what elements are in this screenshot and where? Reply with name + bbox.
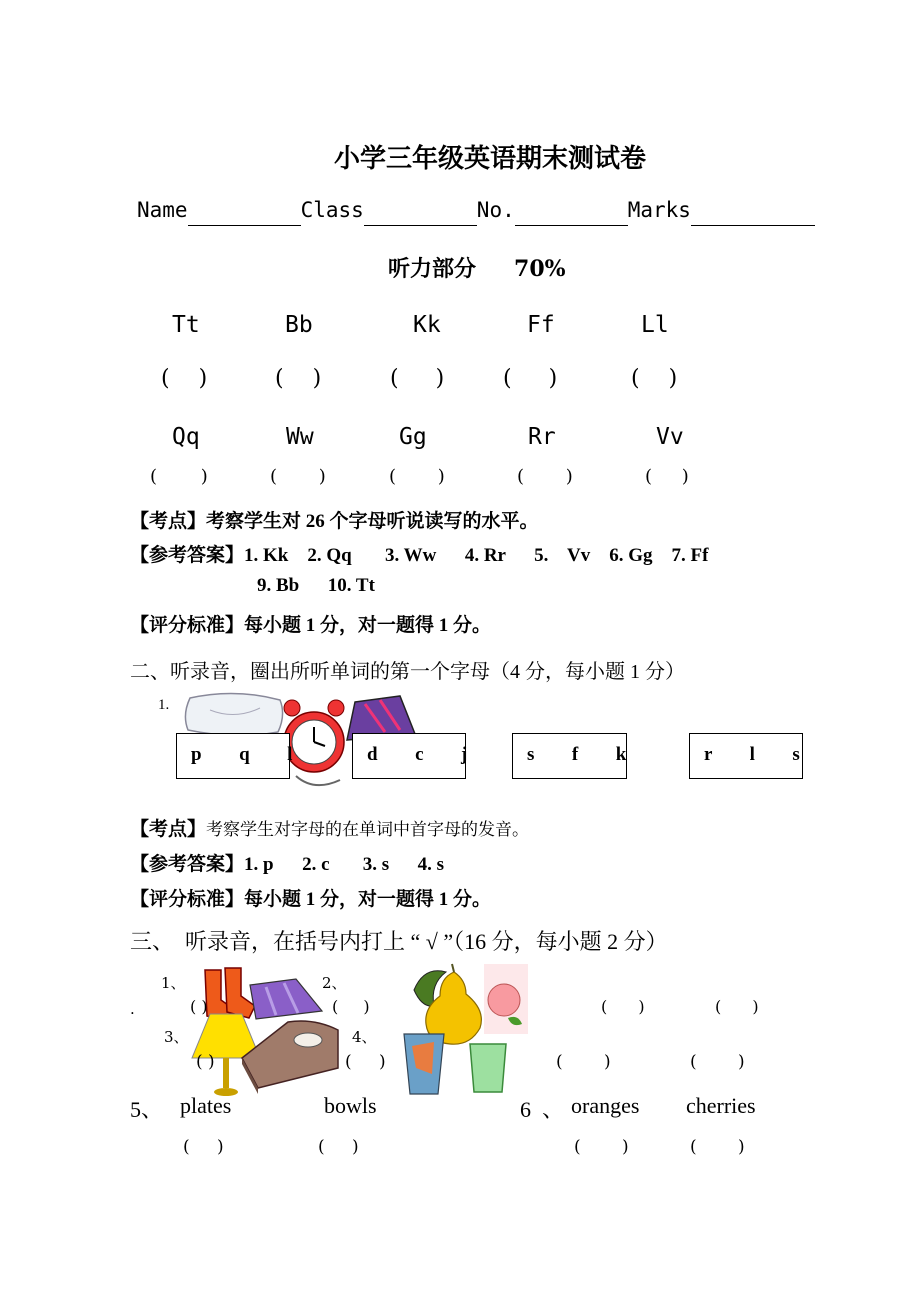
letter-item: Ff bbox=[527, 312, 555, 338]
section-title: 听力部分 bbox=[388, 256, 477, 282]
answer-paren: ( ) bbox=[196, 1052, 215, 1072]
name-blank bbox=[188, 205, 301, 226]
answer-paren: ( ) bbox=[574, 1137, 629, 1157]
score-line: 【评分标准】每小题 1 分，对一题得 1 分。 bbox=[130, 615, 492, 636]
answer-paren: ( ) bbox=[275, 366, 322, 391]
word-option: plates bbox=[180, 1093, 232, 1118]
letter-choice-box[interactable]: p q l bbox=[176, 733, 290, 779]
question-number: 6 、 bbox=[520, 1097, 565, 1122]
cup-icon bbox=[398, 1028, 454, 1098]
question-number: 2、 bbox=[322, 974, 347, 992]
question-number: 3、 bbox=[164, 1028, 189, 1046]
letter-item: Rr bbox=[528, 424, 556, 450]
letter-item: Qq bbox=[172, 424, 200, 450]
answer-paren: ( ) bbox=[631, 366, 678, 391]
letter-item: Vv bbox=[656, 424, 684, 450]
answer-paren: ( ) bbox=[318, 1137, 359, 1157]
peach-icon bbox=[484, 964, 528, 1034]
answer-paren: ( ) bbox=[390, 366, 445, 391]
kaodian-line: 【考点】考察学生对 26 个字母听说读写的水平。 bbox=[130, 511, 539, 532]
letter-choice-box[interactable]: d c j bbox=[352, 733, 466, 779]
question-number: 4、 bbox=[352, 1028, 377, 1046]
word-option: bowls bbox=[324, 1093, 377, 1118]
letter-item: Ww bbox=[286, 424, 314, 450]
answer-line: 【参考答案】1. Kk 2. Qq 3. Ww 4. Rr 5. Vv 6. Gg 7. Ff bbox=[130, 545, 709, 566]
kaodian-line: 【考点】考察学生对字母的在单词中首字母的发音。 bbox=[130, 819, 530, 840]
class-blank bbox=[364, 205, 477, 226]
answer-paren: ( ) bbox=[601, 997, 645, 1016]
word-option: cherries bbox=[686, 1093, 756, 1118]
answer-paren: ( ) bbox=[161, 366, 208, 391]
part2-heading: 二、听录音，圈出所听单词的第一个字母（4 分，每小题 1 分） bbox=[130, 661, 685, 683]
name-label: Name bbox=[137, 198, 188, 222]
letter-item: Ll bbox=[641, 312, 669, 338]
part3-heading: 三、 听录音，在括号内打上 “ √ ”（16 分，每小题 2 分） bbox=[130, 929, 668, 954]
class-label: Class bbox=[300, 198, 364, 222]
score-line: 【评分标准】每小题 1 分，对一题得 1 分。 bbox=[130, 889, 492, 910]
answer-line-2: 9. Bb 10. Tt bbox=[257, 575, 375, 596]
no-blank bbox=[515, 205, 628, 226]
glass-icon bbox=[466, 1040, 512, 1096]
answer-paren: ( ) bbox=[389, 466, 445, 487]
bed-icon bbox=[238, 1018, 346, 1096]
section-percent: 70% bbox=[514, 256, 566, 282]
answer-paren: ( ) bbox=[503, 366, 558, 391]
answer-paren: ( ) bbox=[556, 1052, 611, 1072]
answer-paren: ( ) bbox=[345, 1052, 386, 1072]
answer-paren: ( ) bbox=[517, 466, 573, 487]
word-option: oranges bbox=[571, 1093, 640, 1118]
answer-paren: ( ) bbox=[150, 466, 208, 487]
answer-line: 【参考答案】1. p 2. c 3. s 4. s bbox=[130, 854, 445, 875]
letter-item: Tt bbox=[172, 312, 200, 338]
question-number: 1、 bbox=[161, 974, 186, 992]
answer-paren: ( ) bbox=[183, 1137, 224, 1157]
answer-paren: ( ) bbox=[690, 1137, 745, 1157]
dot-mark: . bbox=[130, 1000, 135, 1018]
question-number: 5、 bbox=[130, 1097, 164, 1122]
answer-paren: ( ) bbox=[190, 997, 208, 1016]
answer-paren: ( ) bbox=[715, 997, 759, 1016]
letter-item: Gg bbox=[399, 424, 427, 450]
student-info-line bbox=[137, 198, 815, 222]
letter-item: Kk bbox=[413, 312, 441, 338]
letter-choice-box[interactable]: r l s bbox=[689, 733, 803, 779]
marks-label: Marks bbox=[627, 198, 691, 222]
letter-item: Bb bbox=[285, 312, 313, 338]
section-heading bbox=[388, 252, 566, 283]
answer-paren: ( ) bbox=[270, 466, 326, 487]
answer-paren: ( ) bbox=[332, 997, 370, 1016]
question-number: 1. bbox=[158, 697, 170, 713]
answer-paren: ( ) bbox=[690, 1052, 745, 1072]
letter-choice-box[interactable]: s f k bbox=[512, 733, 627, 779]
no-label: No. bbox=[476, 198, 515, 222]
page-title: 小学三年级英语期末测试卷 bbox=[333, 144, 646, 174]
answer-paren: ( ) bbox=[645, 466, 689, 487]
marks-blank bbox=[691, 205, 815, 226]
